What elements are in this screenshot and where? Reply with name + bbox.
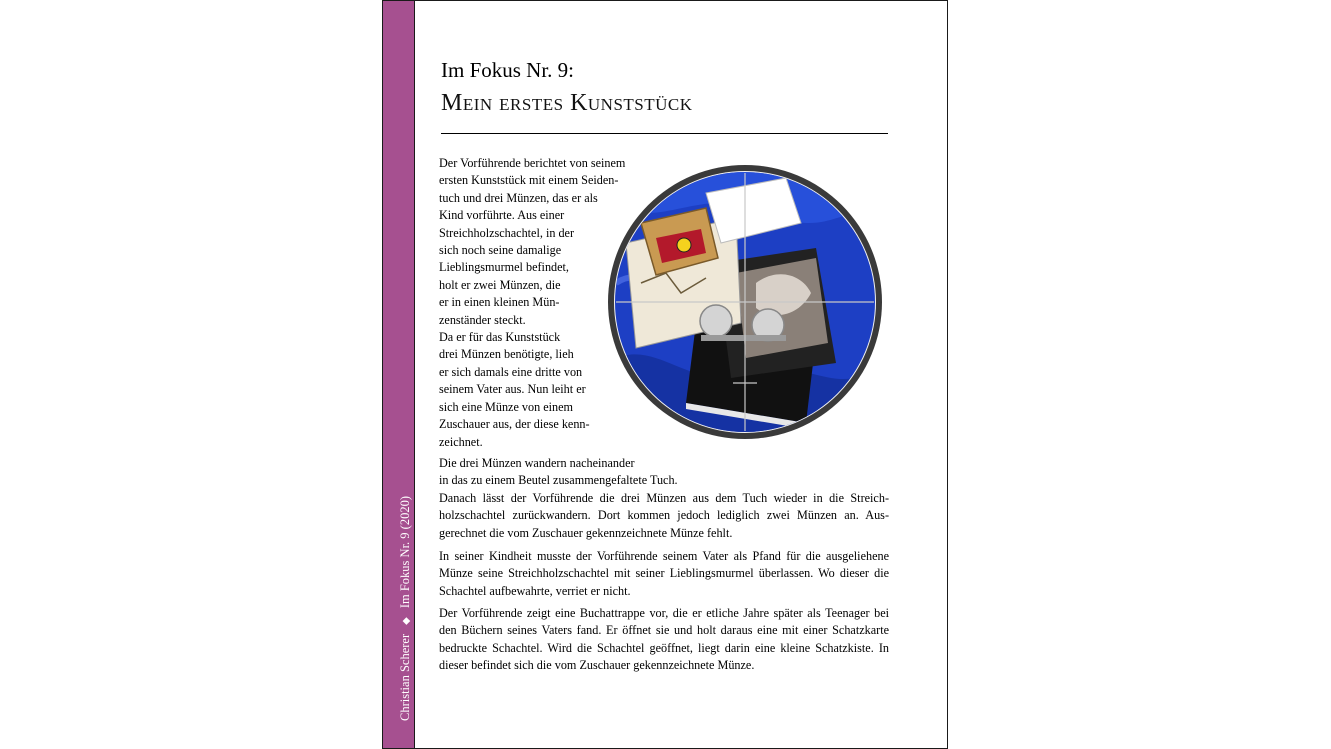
- text-line: zeichnet.: [439, 434, 483, 449]
- paragraph: [439, 455, 889, 490]
- text-line: er in einen kleinen Mün-: [439, 295, 560, 310]
- spine-text: [398, 496, 414, 721]
- text-line: seinem Vater aus. Nun leiht er: [439, 382, 586, 397]
- text-line: Da er für das Kunststück: [439, 330, 561, 345]
- text-line: er sich damals eine dritte von: [439, 364, 583, 379]
- text-line: sich noch seine damalige: [439, 243, 562, 258]
- series-kicker: Im Fokus Nr. 9:: [441, 58, 575, 82]
- scope-illustration: [606, 163, 884, 441]
- text-line: Die drei Münzen wandern nacheinander: [439, 456, 635, 470]
- coin-stand: [701, 335, 786, 341]
- marble-icon: [677, 238, 691, 252]
- spine-author: Christian Scherer: [398, 633, 412, 721]
- text-line: Zuschauer aus, der diese kenn-: [439, 417, 590, 432]
- text-line: zenständer steckt.: [439, 312, 526, 327]
- text-line: Der Vorführende berichtet von seinem: [439, 156, 626, 170]
- paragraph: Der Vorführende zeigt eine Buchattrappe vor, die er etliche Jahre später als Teenager bei den Büchern seines Vaters fand. Er öffnet sie und holt daraus eine mit einer Schatzkarte bedruckte Schachtel. Wird die Schachtel geöffnet, liegt darin eine kleine Schatzkiste. In dieser befindet sich die vom Zuschauer gekennzeichnete Münze.: [439, 606, 889, 673]
- text-line: Lieblingsmurmel befindet,: [439, 260, 569, 275]
- spine-separator: ◆: [401, 617, 412, 625]
- text-line: holt er zwei Münzen, die: [439, 277, 561, 292]
- coin-icon: [700, 305, 732, 337]
- paragraph: In seiner Kindheit musste der Vorführende seinem Vater als Pfand für die ausgeliehene Münze seine Streichholzschachtel mit seiner Lieblingsmurmel überlassen. Wo dieser die Schachtel aufbewahrte, verriet er nicht.: [439, 549, 889, 598]
- text-line: tuch und drei Münzen, das er als: [439, 190, 598, 205]
- page-title: Mein erstes Kunststück: [441, 90, 693, 116]
- text-line: sich eine Münze von einem: [439, 399, 574, 414]
- paragraph: Danach lässt der Vorführende die drei Münzen aus dem Tuch wieder in die Streichholzschachtel zurückwandern. Dort kommen jedoch lediglich zwei Münzen an. Ausgerechnet die vom Zuschauer gekennzeichnete Münze fehlt.: [439, 491, 889, 540]
- text-line: Kind vorführte. Aus einer: [439, 208, 565, 223]
- text-line: drei Münzen benötigte, lieh: [439, 347, 574, 362]
- book-spine: [383, 1, 415, 748]
- spine-series: Im Fokus Nr. 9 (2020): [398, 496, 412, 609]
- text-line: in das zu einem Beutel zusammengefaltete Tuch.: [439, 473, 678, 488]
- text-line: ersten Kunststück mit einem Seiden-: [439, 173, 619, 188]
- title-divider: [441, 133, 888, 134]
- text-line: Streichholzschachtel, in der: [439, 225, 575, 240]
